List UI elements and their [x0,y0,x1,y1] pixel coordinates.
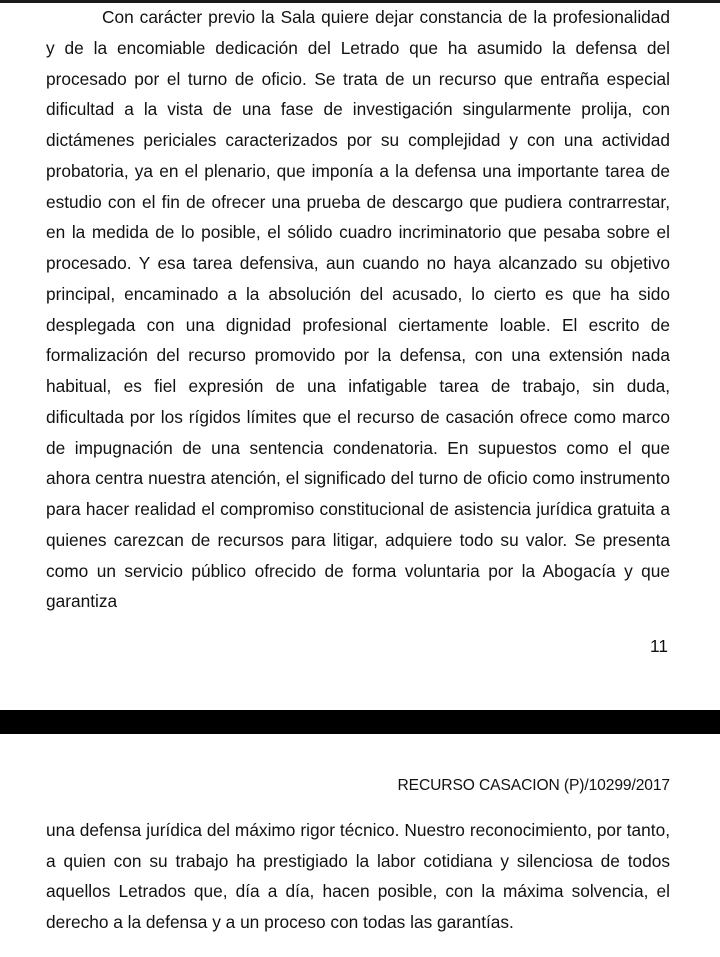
page-separator [0,710,720,734]
body-paragraph-page-12: una defensa jurídica del máximo rigor técnico. Nuestro reconocimiento, por tanto, a quien con su trabajo ha prestigiado la labor cotidiana y silenciosa de todos aquellos Letrados que, día a día, hacen posible, con la máxima solvencia, el derecho a la defensa y a un proceso con todas las garantías. [46,820,670,932]
case-reference-header: RECURSO CASACION (P)/10299/2017 [397,777,670,794]
page-number: 11 [650,636,668,656]
body-paragraph-page-11: Con carácter previo la Sala quiere dejar constancia de la profesionalidad y de la encomiable dedicación del Letrado que ha asumido la defensa del procesado por el turno de oficio. Se trata de un recurso que entraña especial dificultad a la vista de una fase de investigación singularmente prolija, con dictámenes periciales caracterizados por su complejidad y con una actividad probatoria, ya en el plenario, que imponía a la defensa una importante tarea de estudio con el fin de ofrecer una prueba de descargo que pudiera contrarrestar, en la medida de lo posible, el sólido cuadro incriminatorio que pesaba sobre el procesado. Y esa tarea defensiva, aun cuando no haya alcanzado su objetivo principal, encaminado a la absolución del acusado, lo cierto es que ha sido desplegada con una dignidad profesional ciertamente loable. El escrito de formalización del recurso promovido por la defensa, con una extensión nada habitual, es fiel expresión de una infatigable tarea de trabajo, sin duda, dificultada por los rígidos límites que el recurso de casación ofrece como marco de impugnación de una sentencia condenatoria. En supuestos como el que ahora centra nuestra atención, el significado del turno de oficio como instrumento para hacer realidad el compromiso constitucional de asistencia jurídica gratuita a quienes carezcan de recursos para litigar, adquiere todo su valor. Se presenta como un servicio público ofrecido de forma voluntaria por la Abogacía y que garantiza [46,7,670,612]
